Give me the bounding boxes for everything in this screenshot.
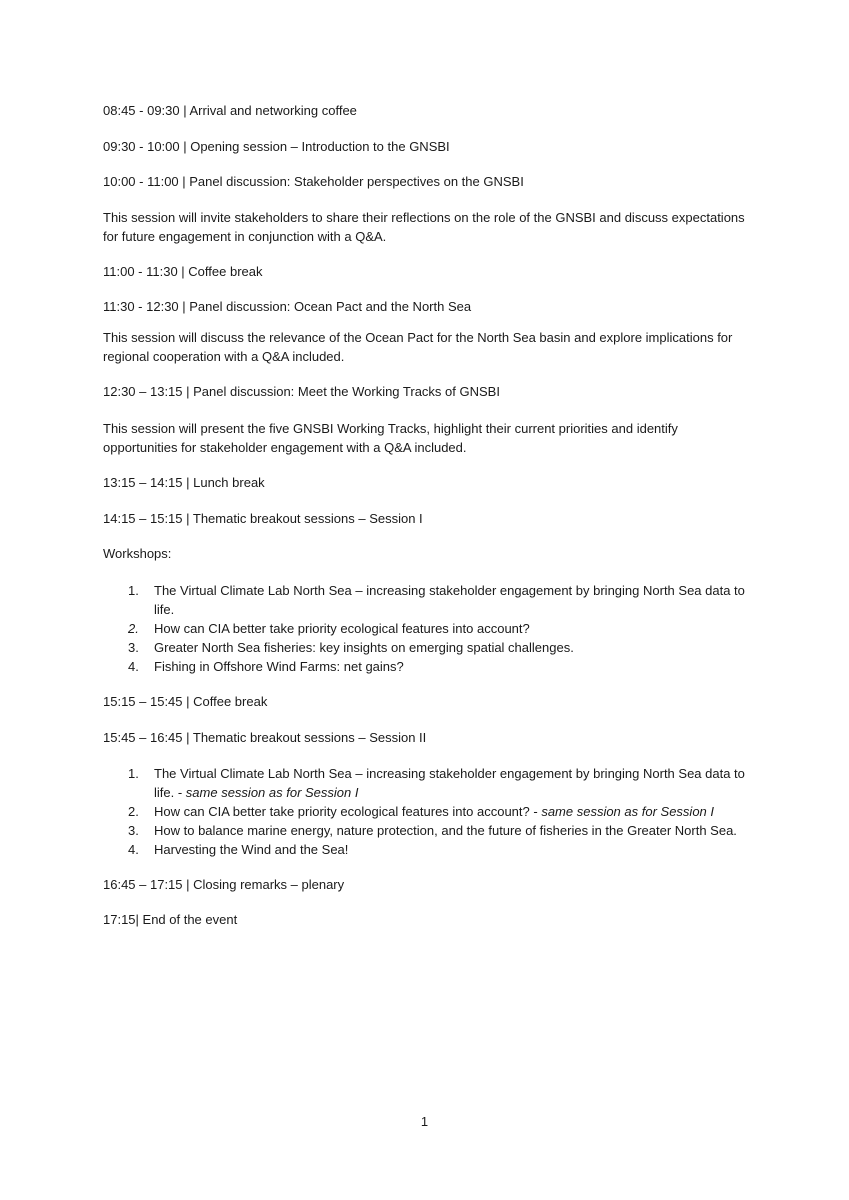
session-description-stakeholders: This session will invite stakeholders to share their reflections on the role of the GNSBI and discuss expectations for future engagement in conjunction with a Q&A. (103, 210, 745, 244)
agenda-item-breakout-2: 15:45 – 16:45 | Thematic breakout sessions – Session II (103, 730, 427, 745)
workshops-label: Workshops: (103, 546, 172, 561)
session-description-working-tracks: This session will present the five GNSBI Working Tracks, highlight their current priorities and identify opportunities for stakeholder engagement with a Q&A included. (103, 421, 678, 455)
list-item: 4. Fishing in Offshore Wind Farms: net gains? (128, 659, 404, 674)
list-item: 4. Harvesting the Wind and the Sea! (128, 842, 349, 857)
agenda-item-panel-working-tracks: 12:30 – 13:15 | Panel discussion: Meet the Working Tracks of GNSBI (103, 384, 500, 399)
agenda-item-breakout-1: 14:15 – 15:15 | Thematic breakout sessions – Session I (103, 511, 423, 526)
list-item: 3. Greater North Sea fisheries: key insights on emerging spatial challenges. (128, 640, 574, 655)
agenda-item-panel-ocean-pact: 11:30 - 12:30 | Panel discussion: Ocean Pact and the North Sea (103, 299, 472, 314)
agenda-item-closing: 16:45 – 17:15 | Closing remarks – plenary (103, 877, 345, 892)
session-description-ocean-pact: This session will discuss the relevance of the Ocean Pact for the North Sea basin and explore implications for regional cooperation with a Q&A included. (103, 330, 733, 364)
list-item: 1. The Virtual Climate Lab North Sea – increasing stakeholder engagement by bringing North Sea data to life. (128, 583, 745, 617)
list-item: 2. How can CIA better take priority ecological features into account? - same session as for Session I (128, 804, 715, 819)
agenda-item-lunch: 13:15 – 14:15 | Lunch break (103, 475, 265, 490)
list-item: 1. The Virtual Climate Lab North Sea – increasing stakeholder engagement by bringing North Sea data to life. - same session as for Session I (128, 766, 745, 800)
page-number: 1 (420, 1114, 429, 1129)
agenda-item-opening: 09:30 - 10:00 | Opening session – Introduction to the GNSBI (103, 139, 450, 154)
list-item: 2. How can CIA better take priority ecological features into account? (128, 621, 530, 636)
session-1-workshop-list (103, 581, 753, 676)
session-2-workshop-list (103, 764, 753, 859)
agenda-item-end: 17:15| End of the event (103, 912, 238, 927)
agenda-item-arrival: 08:45 - 09:30 | Arrival and networking coffee (103, 103, 357, 118)
agenda-item-coffee-2: 15:15 – 15:45 | Coffee break (103, 694, 268, 709)
agenda-item-panel-stakeholders: 10:00 - 11:00 | Panel discussion: Stakeholder perspectives on the GNSBI (103, 174, 524, 189)
agenda-item-coffee-1: 11:00 - 11:30 | Coffee break (103, 264, 263, 279)
list-item: 3. How to balance marine energy, nature protection, and the future of fisheries in the Greater North Sea. (128, 823, 737, 838)
